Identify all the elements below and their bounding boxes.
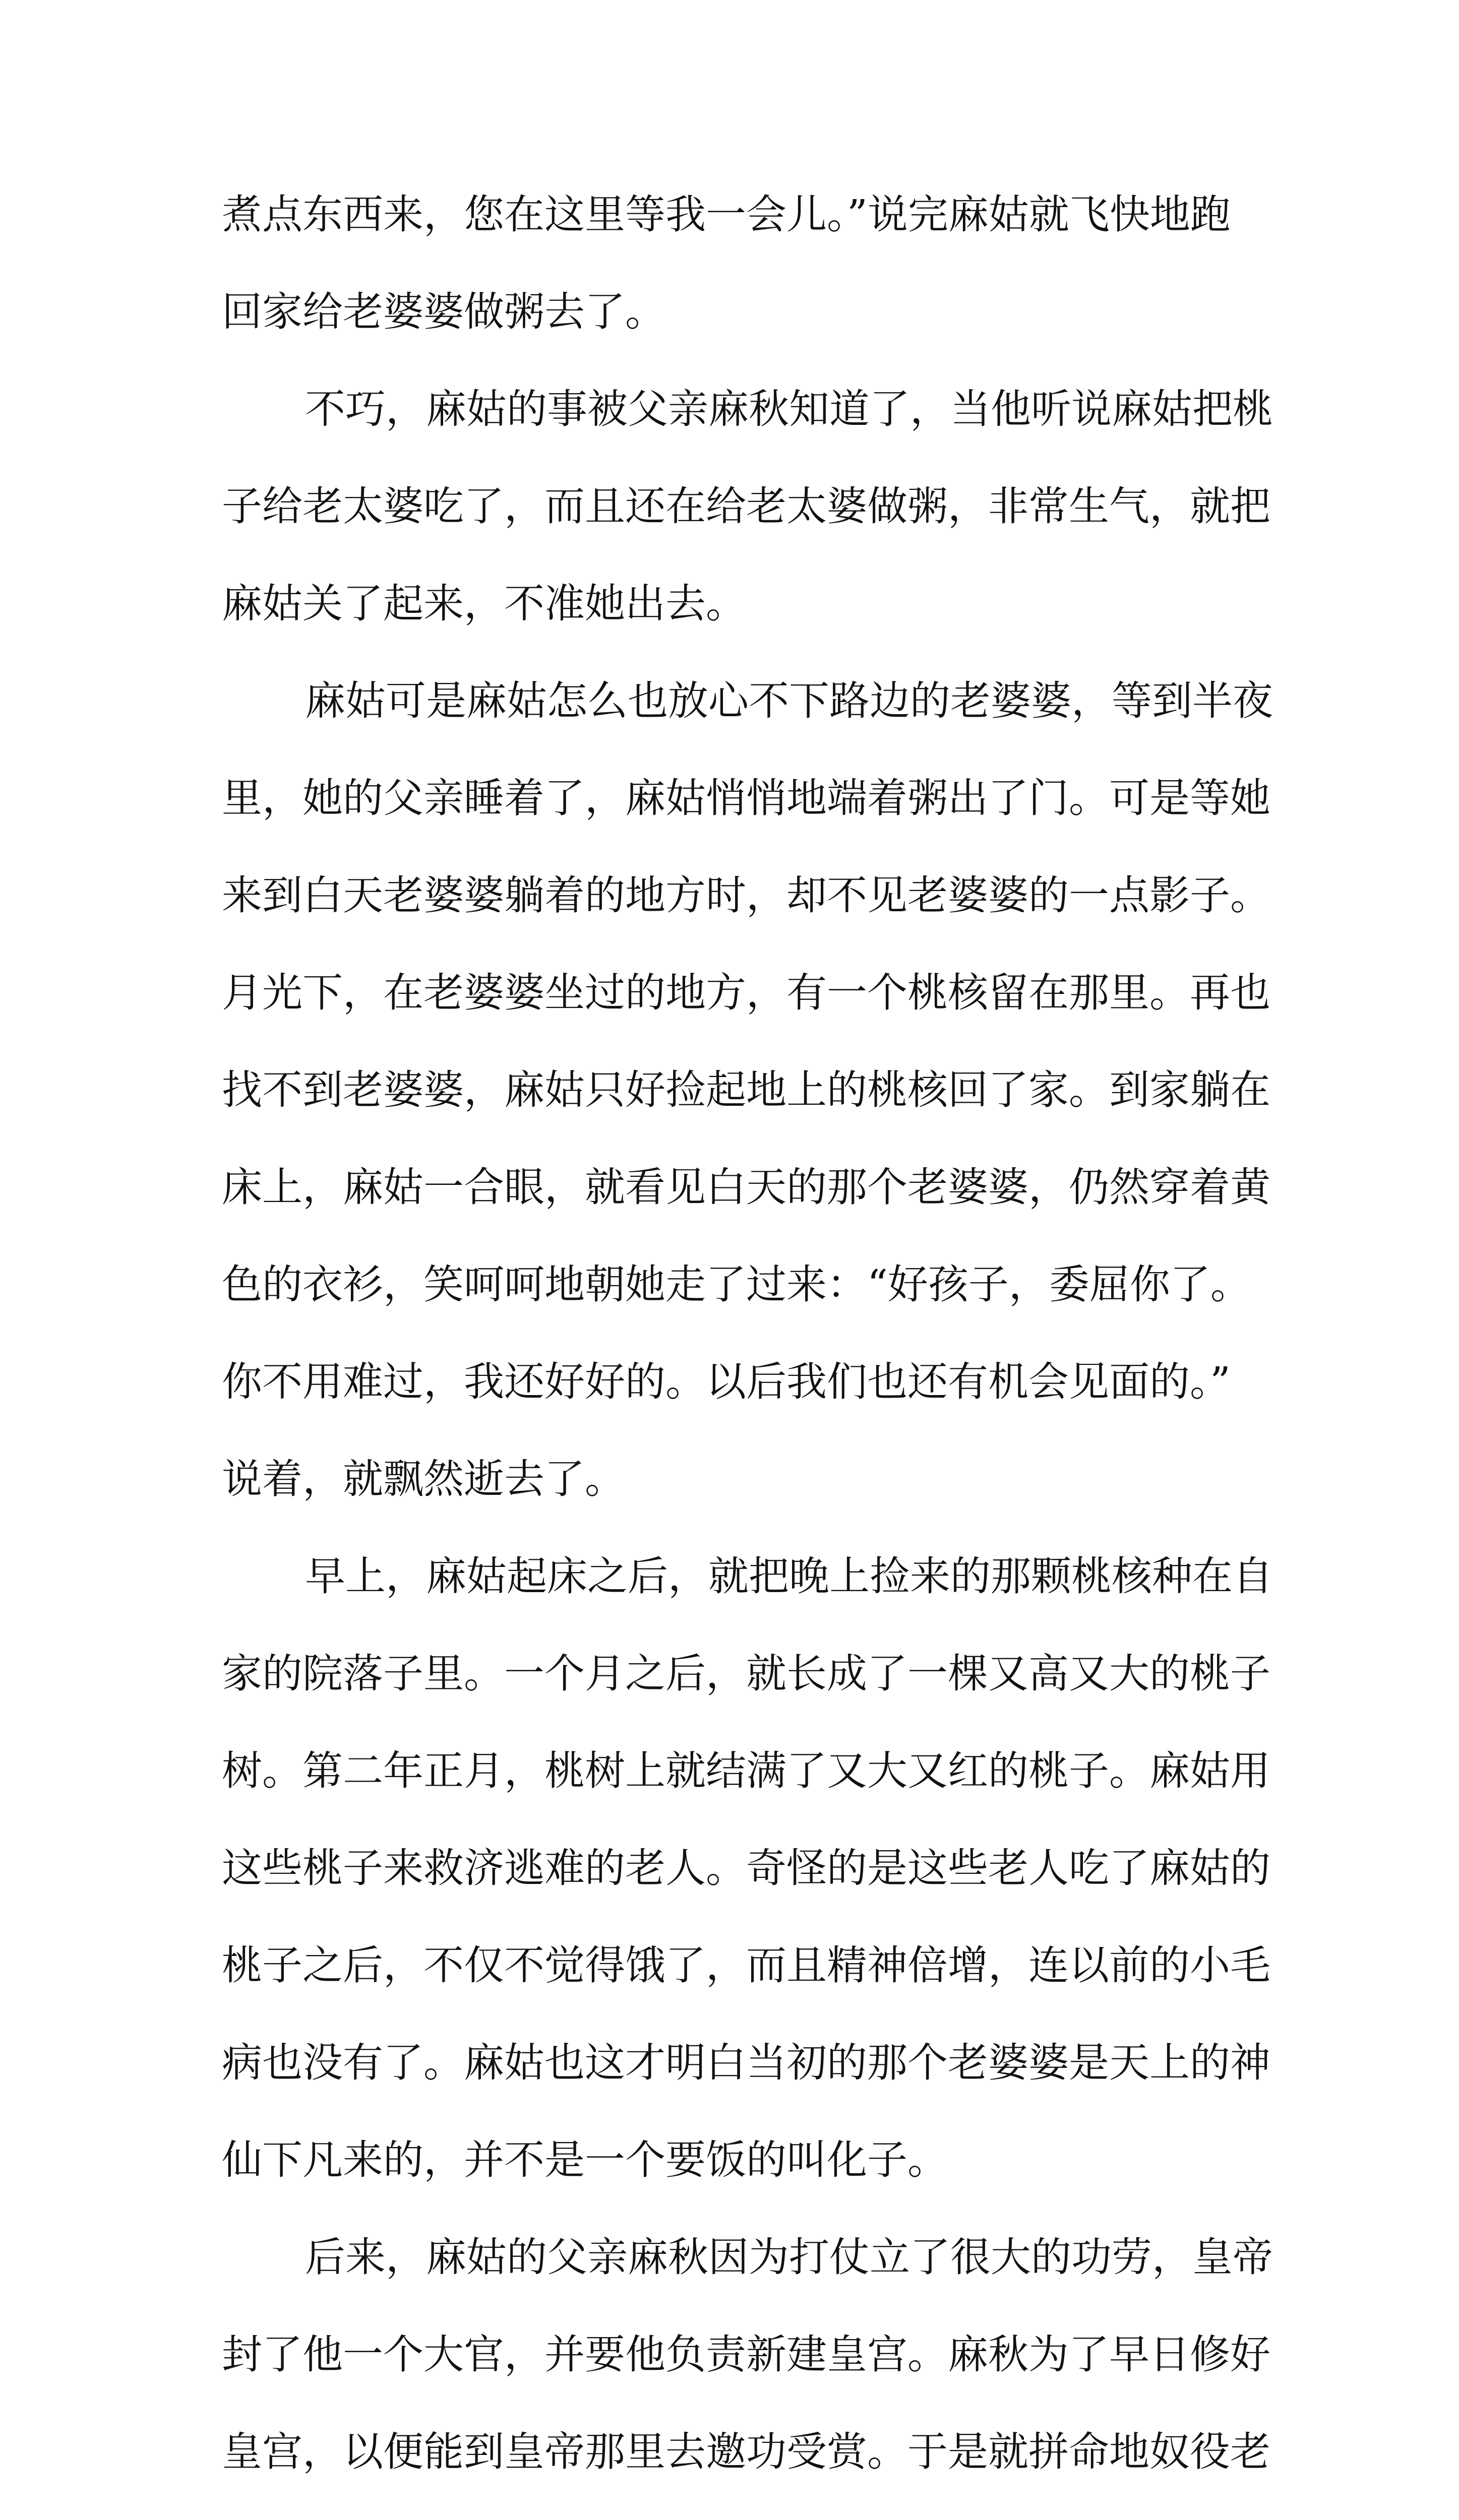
- text-line: 说着，就飘然逝去了。: [222, 1456, 625, 1502]
- text-line: 你不用难过，我还好好的。以后我们也还有机会见面的。”: [222, 1358, 1231, 1405]
- text-line: 子给老太婆吃了，而且还在给老太婆做粥，非常生气，就把: [222, 483, 1270, 530]
- text-line: 月光下，在老婆婆坐过的地方，有一个桃核留在那里。再也: [222, 969, 1270, 1016]
- text-line: 病也没有了。麻姑也这才明白当初的那个老婆婆是天上的神: [222, 2039, 1270, 2086]
- text-line: 来到白天老婆婆躺着的地方时，却不见老婆婆的一点影子。: [222, 872, 1270, 919]
- text-line: 皇宫，以便能到皇帝那里去邀功受赏。于是就拼命地奴役老: [222, 2428, 1270, 2475]
- text-line: 里，她的父亲睡着了，麻姑悄悄地端着粥出了门。可是等她: [222, 775, 1270, 822]
- text-line: 家的院落子里。一个月之后，就长成了一棵又高又大的桃子: [222, 1650, 1270, 1697]
- text-line: 回家给老婆婆做粥去了。: [222, 288, 665, 335]
- text-line: 早上，麻姑起床之后，就把晚上捡来的那颗桃核种在自: [305, 1553, 1273, 1600]
- text-line: 桃子之后，不仅不觉得饿了，而且精神倍增，连以前的小毛: [222, 1942, 1270, 1989]
- text-line: 找不到老婆婆，麻姑只好捡起地上的桃核回了家。到家躺在: [222, 1066, 1270, 1113]
- text-line: 封了他一个大官，并要他负责新建皇宫。麻秋为了早日修好: [222, 2331, 1270, 2378]
- text-line: 麻姑关了起来，不准她出去。: [222, 580, 746, 627]
- text-line: 色的衣衫，笑呵呵地朝她走了过来：“好孩子，委屈你了。: [222, 1261, 1251, 1308]
- text-line: 后来，麻姑的父亲麻秋因为打仗立了很大的功劳，皇帝: [305, 2234, 1273, 2281]
- document-body: [222, 191, 1273, 2520]
- text-line: 煮点东西来，您在这里等我一会儿。”说完麻姑就飞快地跑: [222, 191, 1231, 238]
- text-line: 仙下凡来的，并不是一个要饭的叫化子。: [222, 2136, 948, 2183]
- text-line: 床上，麻姑一合眼，就看见白天的那个老婆婆，仍然穿着黄: [222, 1164, 1270, 1211]
- text-line: 树。第二年正月，桃树上就结满了又大又红的桃子。麻姑用: [222, 1747, 1270, 1794]
- text-line: 不巧，麻姑的事被父亲麻秋知道了，当他听说麻姑把桃: [305, 386, 1273, 432]
- text-line: 这些桃子来救济逃难的老人。奇怪的是这些老人吃了麻姑的: [222, 1845, 1270, 1892]
- text-line: 麻姑可是麻姑怎么也放心不下路边的老婆婆，等到半夜: [305, 677, 1273, 724]
